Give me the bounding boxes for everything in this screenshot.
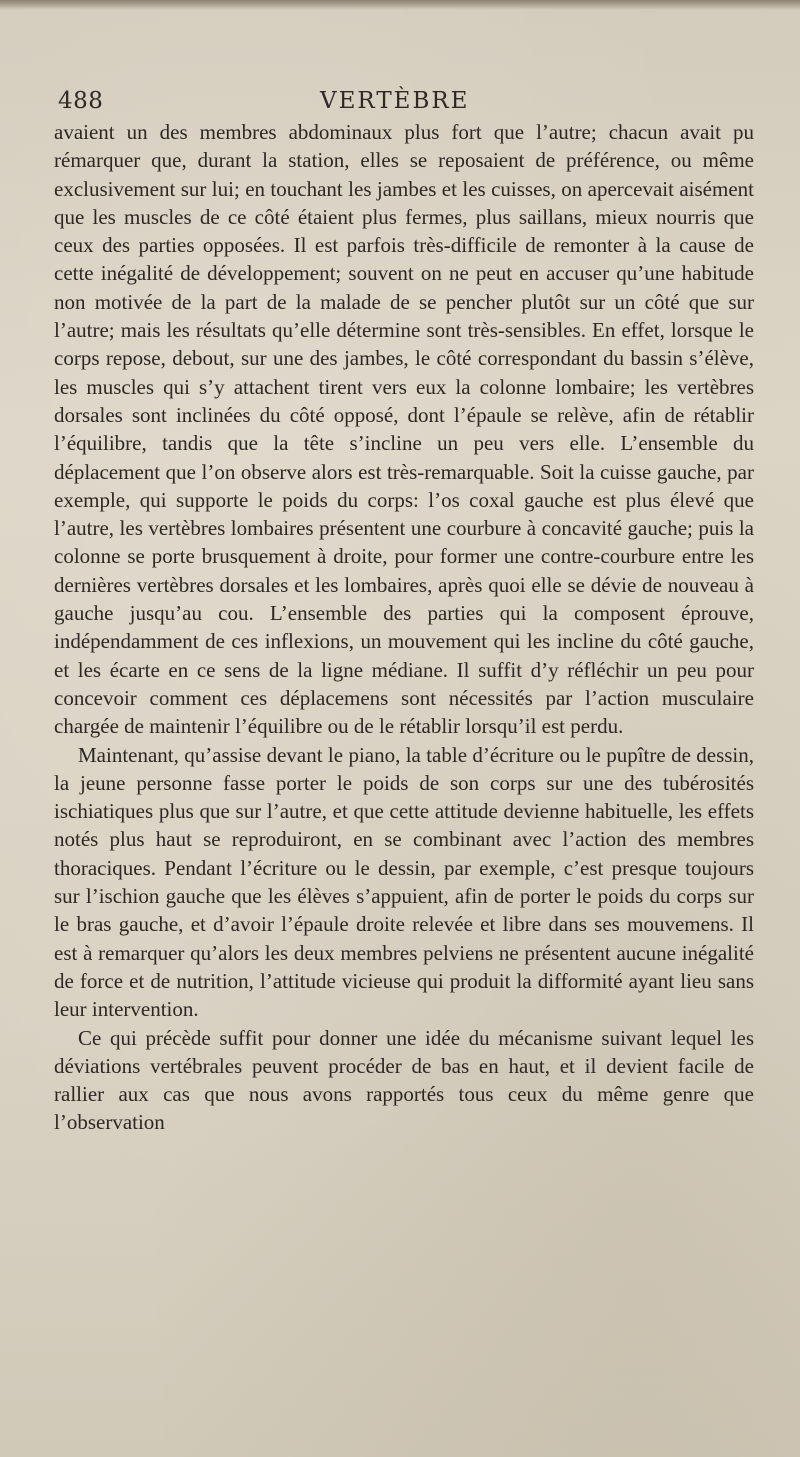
page-top-edge	[0, 0, 800, 10]
paragraph: avaient un des membres abdominaux plus fort que l’autre; chacun avait pu rémarquer que, durant la station, elles se reposaient de préférence, ou même exclusivement sur lui; en touchant les jambes et les cuisses, on apercevait aisément que les muscles de ce côté étaient plus fermes, plus saillans, mieux nourris que ceux des parties opposées. Il est parfois très-difficile de remonter à la cause de cette inégalité de développement; souvent on ne peut en accuser qu’une habitude non motivée de la part de la malade de se pencher plutôt sur un côté que sur l’autre; mais les résultats qu’elle détermine sont très-sensibles. En effet, lorsque le corps repose, debout, sur une des jambes, le côté correspondant du bassin s’élève, les muscles qui s’y attachent tirent vers eux la colonne lombaire; les vertèbres dorsales sont inclinées du côté opposé, dont l’épaule se relève, afin de rétablir l’équilibre, tandis que la tête s’incline un peu vers elle. L’ensemble du déplacement que l’on observe alors est très-remarquable. Soit la cuisse gauche, par exemple, qui supporte le poids du corps: l’os coxal gauche est plus élevé que l’autre, les vertèbres lombaires présentent une courbure à concavité gauche; puis la colonne se porte brusquement à droite, pour former une contre-courbure entre les dernières vertèbres dorsales et les lombaires, après quoi elle se dévie de nouveau à gauche jusqu’au cou. L’ensemble des parties qui la composent éprouve, indépendamment de ces inflexions, un mouvement qui les incline du côté gauche, et les écarte en ce sens de la ligne médiane. Il suffit d’y réfléchir un peu pour concevoir comment ces déplacemens sont nécessités par l’action musculaire chargée de maintenir l’équilibre ou de le rétablir lorsqu’il est perdu.	[54, 120, 754, 739]
body-text	[54, 118, 754, 1137]
page-number: 488	[58, 88, 104, 114]
running-head	[58, 88, 738, 122]
paragraph: Maintenant, qu’assise devant le piano, la table d’écriture ou le pupître de dessin, la jeune personne fasse porter le poids de son corps sur une des tubérosités ischiatiques plus que sur l’autre, et que cette attitude devienne habituelle, les effets notés plus haut se reproduiront, en se combinant avec l’action des membres thoraciques. Pendant l’écriture ou le dessin, par exemple, c’est presque toujours sur l’ischion gauche que les élèves s’appuient, afin de porter le poids du corps sur le bras gauche, et d’avoir l’épaule droite relevée et libre dans ses mouvemens. Il est à remarquer qu’alors les deux membres pelviens ne présentent aucune inégalité de force et de nutrition, l’attitude vicieuse qui produit la difformité ayant lieu sans leur intervention.	[54, 742, 754, 1022]
paragraph: Ce qui précède suffit pour donner une idée du mécanisme suivant lequel les déviations vertébrales peuvent procéder de bas en haut, et il devient facile de rallier aux cas que nous avons rapportés tous ceux du même genre que l’observation	[54, 1025, 754, 1135]
running-title: VERTÈBRE	[320, 88, 470, 114]
